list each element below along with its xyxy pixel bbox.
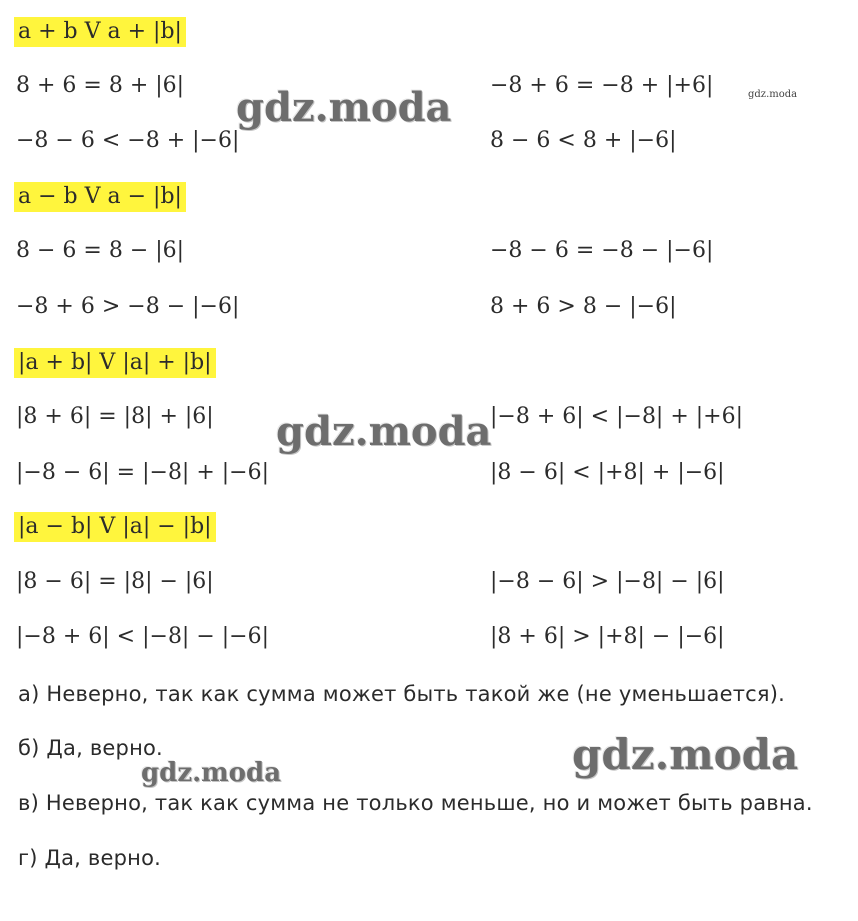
section-3-header: |a + b| V |a| + |b| bbox=[14, 348, 216, 378]
section-2-header: a − b V a − |b| bbox=[14, 182, 186, 212]
watermark-bottom-left: gdz.moda bbox=[141, 758, 282, 788]
watermark-middle: gdz.moda bbox=[276, 408, 492, 455]
answer-b: б) Да, верно. bbox=[18, 736, 163, 760]
section-4-row-1-right: |−8 − 6| > |−8| − |6| bbox=[490, 569, 725, 594]
section-1-header: a + b V a + |b| bbox=[14, 17, 186, 47]
section-3-row-2-left: |−8 − 6| = |−8| + |−6| bbox=[16, 460, 270, 485]
section-1-row-2-right: 8 − 6 < 8 + |−6| bbox=[490, 128, 677, 153]
watermark-top: gdz.moda bbox=[236, 84, 452, 131]
section-2-row-1-left: 8 − 6 = 8 − |6| bbox=[16, 238, 185, 263]
section-2-row-1-right: −8 − 6 = −8 − |−6| bbox=[490, 238, 714, 263]
section-3-row-2-right: |8 − 6| < |+8| + |−6| bbox=[490, 460, 725, 485]
section-3-row-1-right: |−8 + 6| < |−8| + |+6| bbox=[490, 404, 744, 429]
section-2-row-2-right: 8 + 6 > 8 − |−6| bbox=[490, 294, 677, 319]
section-4-row-2-right: |8 + 6| > |+8| − |−6| bbox=[490, 624, 725, 649]
section-1-row-1-left: 8 + 6 = 8 + |6| bbox=[16, 73, 185, 98]
answer-d: г) Да, верно. bbox=[18, 846, 162, 870]
section-4-header: |a − b| V |a| − |b| bbox=[14, 512, 216, 542]
section-4-row-2-left: |−8 + 6| < |−8| − |−6| bbox=[16, 624, 270, 649]
watermark-small: gdz.moda bbox=[748, 89, 798, 100]
section-3-row-1-left: |8 + 6| = |8| + |6| bbox=[16, 404, 214, 429]
section-4-row-1-left: |8 − 6| = |8| − |6| bbox=[16, 569, 214, 594]
section-1-row-1-right: −8 + 6 = −8 + |+6| bbox=[490, 73, 714, 98]
watermark-bottom-right: gdz.moda bbox=[572, 730, 799, 779]
answer-a: а) Неверно, так как сумма может быть такой же (не уменьшается). bbox=[18, 682, 786, 706]
section-1-row-2-left: −8 − 6 < −8 + |−6| bbox=[16, 128, 240, 153]
answer-c: в) Неверно, так как сумма не только меньше, но и может быть равна. bbox=[18, 791, 813, 815]
section-2-row-2-left: −8 + 6 > −8 − |−6| bbox=[16, 294, 240, 319]
